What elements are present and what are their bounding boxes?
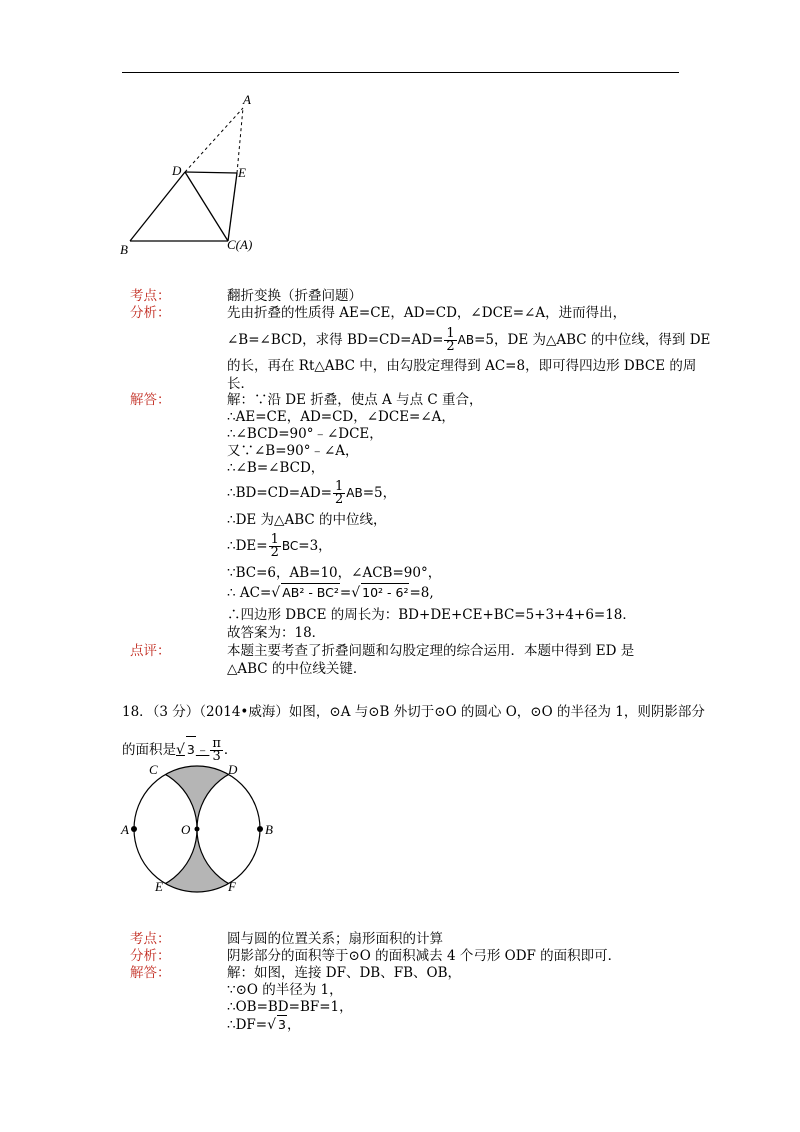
kaodian-text-18: 圆与圆的位置关系；扇形面积的计算 bbox=[227, 931, 443, 947]
fenxi-label: 分析： bbox=[130, 305, 171, 321]
jieda-18-line-4-pre: ∴DF= bbox=[227, 1017, 268, 1033]
jieda-18-line-3: ∴OB=BD=BF=1， bbox=[227, 999, 353, 1015]
jieda-line-3: ∴∠BCD=90°﹣∠DCE， bbox=[227, 426, 383, 442]
jieda-line-1: 解：∵沿 DE 折叠，使点 A 与点 C 重合， bbox=[227, 392, 483, 408]
jieda-18-line-4-post: ， bbox=[286, 1017, 301, 1033]
label-a: A bbox=[243, 92, 251, 107]
fraction-denominator: 2 bbox=[270, 545, 279, 560]
jieda-ab: AB bbox=[346, 486, 363, 500]
jieda-label-18: 解答： bbox=[130, 965, 171, 981]
sqrt-symbol: √ bbox=[176, 742, 185, 758]
point-a bbox=[131, 826, 137, 832]
jieda-bc: BC bbox=[281, 539, 299, 553]
fenxi-line-2-pre: ∠B=∠BCD，求得 BD=CD=AD= bbox=[227, 332, 444, 348]
circles-figure bbox=[115, 755, 285, 895]
kaodian-text: 翻折变换（折叠问题） bbox=[227, 288, 362, 304]
label-c: C(A) bbox=[227, 237, 253, 252]
jieda-line-10-mid: = bbox=[339, 585, 352, 601]
line-dc bbox=[185, 172, 228, 241]
dashed-line-ad bbox=[185, 108, 243, 172]
fenxi-line-2-post: =5，DE 为△ABC 的中位线，得到 DE bbox=[474, 332, 711, 348]
jieda-18-radicand: 3 bbox=[278, 1017, 286, 1032]
label-o: O bbox=[181, 822, 191, 837]
fenxi-line-3: 的长，再在 Rt△ABC 中，由勾股定理得到 AC=8，即可得四边形 DBCE 的周 bbox=[227, 358, 697, 374]
dianping-line-1: 本题主要考查了折叠问题和勾股定理的综合运用．本题中得到 ED 是 bbox=[227, 643, 635, 659]
fraction-numerator: 1 bbox=[335, 479, 344, 494]
kaodian-label: 考点： bbox=[130, 288, 171, 304]
answer-radicand: 3 bbox=[186, 736, 196, 763]
jieda-18-line-2: ∵⊙O 的半径为 1， bbox=[227, 982, 343, 998]
label-a: A bbox=[121, 822, 129, 837]
sqrt-symbol: √ bbox=[351, 585, 361, 601]
point-b bbox=[257, 826, 263, 832]
sqrt-symbol: √ bbox=[267, 1017, 277, 1033]
jieda-line-10-pre: ∴ AC= bbox=[227, 585, 272, 601]
fraction-numerator: 1 bbox=[446, 326, 455, 341]
jieda-line-8-pre: ∴DE= bbox=[227, 538, 268, 554]
fraction-denominator: 2 bbox=[335, 492, 344, 507]
label-e: E bbox=[155, 879, 163, 894]
fenxi-line-2 bbox=[227, 328, 710, 353]
answer-minus: ﹣ bbox=[195, 742, 210, 758]
label-d: D bbox=[172, 163, 182, 178]
jieda-line-5: ∴∠B=∠BCD， bbox=[227, 460, 325, 476]
fenxi-line-4: 长． bbox=[227, 376, 254, 392]
sqrt-symbol: √ bbox=[271, 585, 281, 601]
answer-post: ． bbox=[223, 742, 238, 758]
fenxi-ab: AB bbox=[457, 333, 475, 347]
jieda-line-9: ∵BC=6，AB=10，∠ACB=90°， bbox=[227, 565, 442, 581]
jieda-line-2: ∴AE=CE，AD=CD，∠DCE=∠A， bbox=[227, 409, 455, 425]
fraction-half bbox=[444, 328, 456, 353]
fenxi-line-1: 先由折叠的性质得 AE=CE，AD=CD，∠DCE=∠A，进而得出， bbox=[227, 305, 627, 321]
folding-figure bbox=[110, 88, 280, 263]
label-d: D bbox=[228, 762, 238, 777]
kaodian-label-18: 考点： bbox=[130, 931, 171, 947]
fraction-numerator: 1 bbox=[270, 532, 279, 547]
dashed-line-ae bbox=[237, 108, 243, 173]
jieda-line-8-post: =3， bbox=[298, 538, 332, 554]
radicand-1: AB² - BC² bbox=[282, 585, 339, 600]
label-b: B bbox=[265, 822, 273, 837]
line-de bbox=[185, 172, 237, 173]
jieda-line-7: ∴DE 为△ABC 的中位线， bbox=[227, 512, 387, 528]
radicand-2: 10² - 6² bbox=[362, 585, 409, 600]
jieda-label: 解答： bbox=[130, 392, 171, 408]
jieda-18-line-1: 解：如图，连接 DF、DB、FB、OB， bbox=[227, 965, 462, 981]
jieda-18-line-4 bbox=[227, 1015, 300, 1034]
label-f: F bbox=[228, 879, 236, 894]
line-bd bbox=[130, 172, 185, 241]
jieda-line-11: ∴四边形 DBCE 的周长为：BD+DE+CE+BC=5+3+4+6=18． bbox=[227, 607, 636, 623]
jieda-line-10 bbox=[227, 583, 434, 602]
jieda-line-6-post: =5， bbox=[362, 485, 397, 501]
top-rule bbox=[122, 72, 679, 73]
line-ec bbox=[228, 173, 237, 241]
label-b: B bbox=[120, 242, 128, 257]
fenxi-label-18: 分析： bbox=[130, 948, 171, 964]
dianping-label: 点评： bbox=[130, 643, 171, 659]
question-18: 18．（3 分）（2014•威海）如图，⊙A 与⊙B 外切于⊙O 的圆心 O，⊙O 的半径为 1，则阴影部分 bbox=[122, 704, 705, 720]
fraction-half-3 bbox=[269, 534, 281, 559]
answer-pre: 的面积是 bbox=[122, 742, 176, 758]
point-o bbox=[195, 827, 200, 832]
jieda-line-6 bbox=[227, 481, 396, 506]
jieda-line-4: 又∵∠B=90°﹣∠A， bbox=[227, 443, 359, 459]
label-c: C bbox=[149, 762, 158, 777]
fraction-half-2 bbox=[333, 481, 345, 506]
jieda-line-10-post: =8, bbox=[409, 585, 434, 601]
answer-numerator: π bbox=[212, 736, 221, 751]
answer-denominator: 3 bbox=[212, 749, 221, 764]
fraction-denominator: 2 bbox=[446, 339, 455, 354]
jieda-line-12: 故答案为：18． bbox=[227, 625, 326, 641]
jieda-line-8 bbox=[227, 534, 332, 559]
jieda-line-6-pre: ∴BD=CD=AD= bbox=[227, 485, 332, 501]
fenxi-text-18: 阴影部分的面积等于⊙O 的面积减去 4 个弓形 ODF 的面积即可． bbox=[227, 948, 622, 964]
dianping-line-2: △ABC 的中位线关键． bbox=[227, 661, 367, 677]
label-e: E bbox=[238, 165, 246, 180]
